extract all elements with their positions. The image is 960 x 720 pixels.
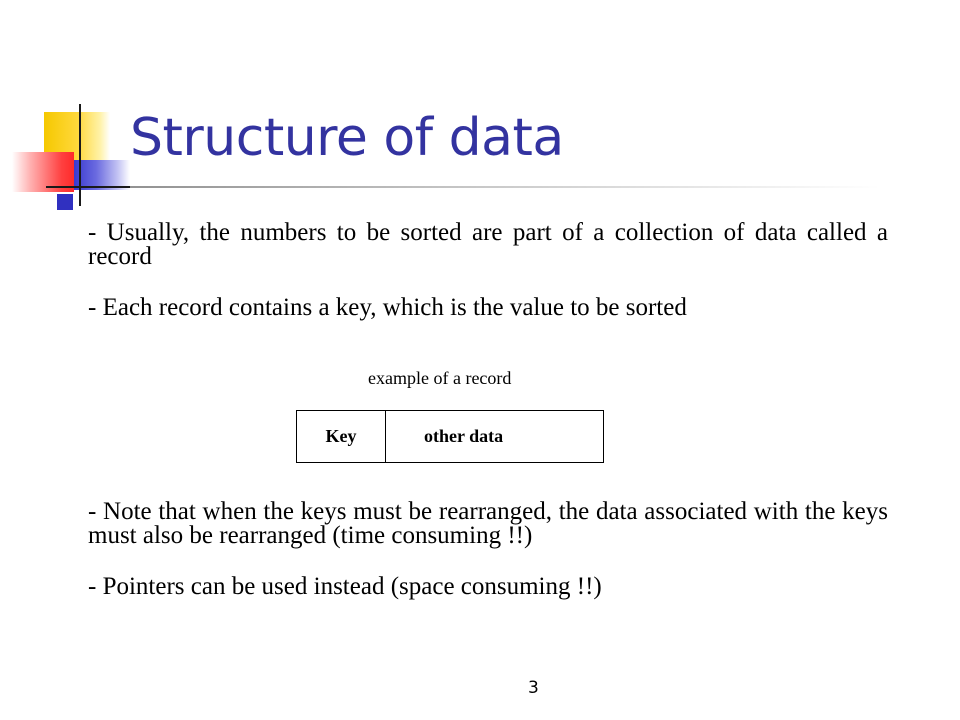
paragraph-key-definition: - Each record contains a key, which is the value to be sorted: [88, 294, 687, 321]
record-key-cell: Key: [297, 411, 386, 462]
paragraph-pointers-note: - Pointers can be used instead (space consuming !!): [88, 573, 602, 600]
logo-horizontal-line: [46, 186, 130, 188]
record-example-caption: example of a record: [368, 368, 512, 388]
logo-blue-square: [57, 194, 73, 210]
title-underline-rule: [80, 186, 880, 188]
logo-vertical-line: [79, 104, 81, 206]
paragraph-rearrange-note: - Note that when the keys must be rearranged, the data associated with the keys must also be rearranged (time consuming !!): [88, 498, 888, 549]
page-number: 3: [528, 678, 539, 698]
record-other-data-cell: other data: [424, 426, 504, 446]
paragraph-record-intro: - Usually, the numbers to be sorted are part of a collection of data called a record: [88, 219, 888, 270]
slide-title: Structure of data: [130, 108, 564, 168]
record-diagram: [296, 410, 604, 463]
